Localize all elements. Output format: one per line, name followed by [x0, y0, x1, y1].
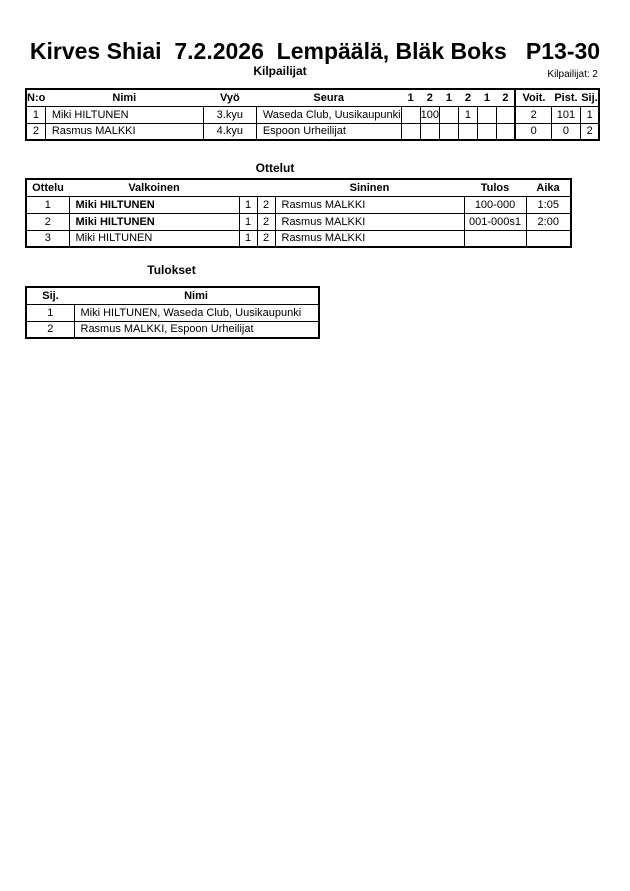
cell-score-1: [401, 106, 420, 123]
col-header-aika: Aika: [526, 179, 571, 196]
cell-placement: 2: [26, 321, 74, 338]
cell-score-4: 1: [458, 106, 477, 123]
cell-nimi: Miki HILTUNEN: [45, 106, 203, 123]
cell-score-2: 100: [420, 106, 439, 123]
col-header-ottelu: Ottelu: [26, 179, 69, 196]
cell-match-number: 2: [26, 213, 69, 230]
cell-match-number: 3: [26, 230, 69, 247]
cell-vyo: 4.kyu: [203, 123, 256, 140]
col-header-nimi: Nimi: [74, 287, 319, 304]
cell-placement: 1: [26, 304, 74, 321]
cell-blue-name: Rasmus MALKKI: [275, 196, 464, 213]
cell-seura: Espoon Urheilijat: [256, 123, 401, 140]
cell-score-1: [401, 123, 420, 140]
cell-white-no: 1: [239, 230, 257, 247]
col-header-score-2: 2: [420, 89, 439, 106]
cell-blue-no: 2: [257, 196, 275, 213]
col-header-sininen: Sininen: [275, 179, 464, 196]
col-header-score-5: 1: [477, 89, 496, 106]
col-header-pist: Pist.: [551, 89, 580, 106]
col-header-white-no: [239, 179, 257, 196]
col-header-valkoinen: Valkoinen: [69, 179, 239, 196]
col-header-score-1: 1: [401, 89, 420, 106]
cell-tulos: [464, 230, 526, 247]
cell-white-name: Miki HILTUNEN: [69, 196, 239, 213]
section-heading-tulokset: Tulokset: [147, 263, 196, 277]
match-row: [26, 230, 571, 247]
cell-pist: 0: [551, 123, 580, 140]
cell-white-name: Miki HILTUNEN: [69, 230, 239, 247]
col-header-nimi: Nimi: [45, 89, 203, 106]
col-header-blue-no: [257, 179, 275, 196]
cell-name-club: Miki HILTUNEN, Waseda Club, Uusikaupunki: [74, 304, 319, 321]
cell-sij: 1: [580, 106, 599, 123]
cell-white-no: 1: [239, 196, 257, 213]
results-table: [25, 286, 320, 339]
section-heading-ottelut: Ottelut: [255, 161, 295, 175]
cell-no: 2: [26, 123, 45, 140]
col-header-sij: Sij.: [26, 287, 74, 304]
cell-score-3: [439, 106, 458, 123]
col-header-score-3: 1: [439, 89, 458, 106]
cell-seura: Waseda Club, Uusikaupunki: [256, 106, 401, 123]
page-title: Kirves Shiai 7.2.2026 Lempäälä, Bläk Boks P13-30: [29, 38, 601, 64]
cell-score-6: [496, 123, 515, 140]
cell-white-name: Miki HILTUNEN: [69, 213, 239, 230]
cell-voit: 0: [515, 123, 551, 140]
cell-nimi: Rasmus MALKKI: [45, 123, 203, 140]
col-header-seura: Seura: [256, 89, 401, 106]
cell-vyo: 3.kyu: [203, 106, 256, 123]
col-header-tulos: Tulos: [464, 179, 526, 196]
col-header-vyo: Vyö: [203, 89, 256, 106]
cell-score-5: [477, 123, 496, 140]
section-heading-kilpailijat: Kilpailijat: [253, 64, 307, 78]
cell-voit: 2: [515, 106, 551, 123]
cell-blue-no: 2: [257, 213, 275, 230]
cell-blue-name: Rasmus MALKKI: [275, 213, 464, 230]
competitor-count-label: Kilpailijat: 2: [547, 69, 598, 80]
result-row: [26, 304, 319, 321]
cell-score-2: [420, 123, 439, 140]
cell-score-3: [439, 123, 458, 140]
col-header-score-4: 2: [458, 89, 477, 106]
cell-score-6: [496, 106, 515, 123]
cell-blue-name: Rasmus MALKKI: [275, 230, 464, 247]
cell-white-no: 1: [239, 213, 257, 230]
competitor-row: [26, 123, 599, 140]
cell-score-5: [477, 106, 496, 123]
cell-no: 1: [26, 106, 45, 123]
col-header-sij: Sij.: [580, 89, 599, 106]
cell-sij: 2: [580, 123, 599, 140]
cell-name-club: Rasmus MALKKI, Espoon Urheilijat: [74, 321, 319, 338]
cell-pist: 101: [551, 106, 580, 123]
competitors-table: [25, 88, 600, 141]
results-header-row: [26, 287, 319, 304]
cell-blue-no: 2: [257, 230, 275, 247]
cell-match-number: 1: [26, 196, 69, 213]
cell-score-4: [458, 123, 477, 140]
col-header-no: N:o: [26, 89, 45, 106]
cell-tulos: 100-000: [464, 196, 526, 213]
matches-table: [25, 178, 572, 248]
matches-header-row: [26, 179, 571, 196]
cell-aika: 2:00: [526, 213, 571, 230]
match-row: [26, 213, 571, 230]
col-header-voit: Voit.: [515, 89, 551, 106]
competitor-row: [26, 106, 599, 123]
result-row: [26, 321, 319, 338]
cell-aika: [526, 230, 571, 247]
competitors-header-row: [26, 89, 599, 106]
match-row: [26, 196, 571, 213]
cell-aika: 1:05: [526, 196, 571, 213]
cell-tulos: 001-000s1: [464, 213, 526, 230]
col-header-score-6: 2: [496, 89, 515, 106]
